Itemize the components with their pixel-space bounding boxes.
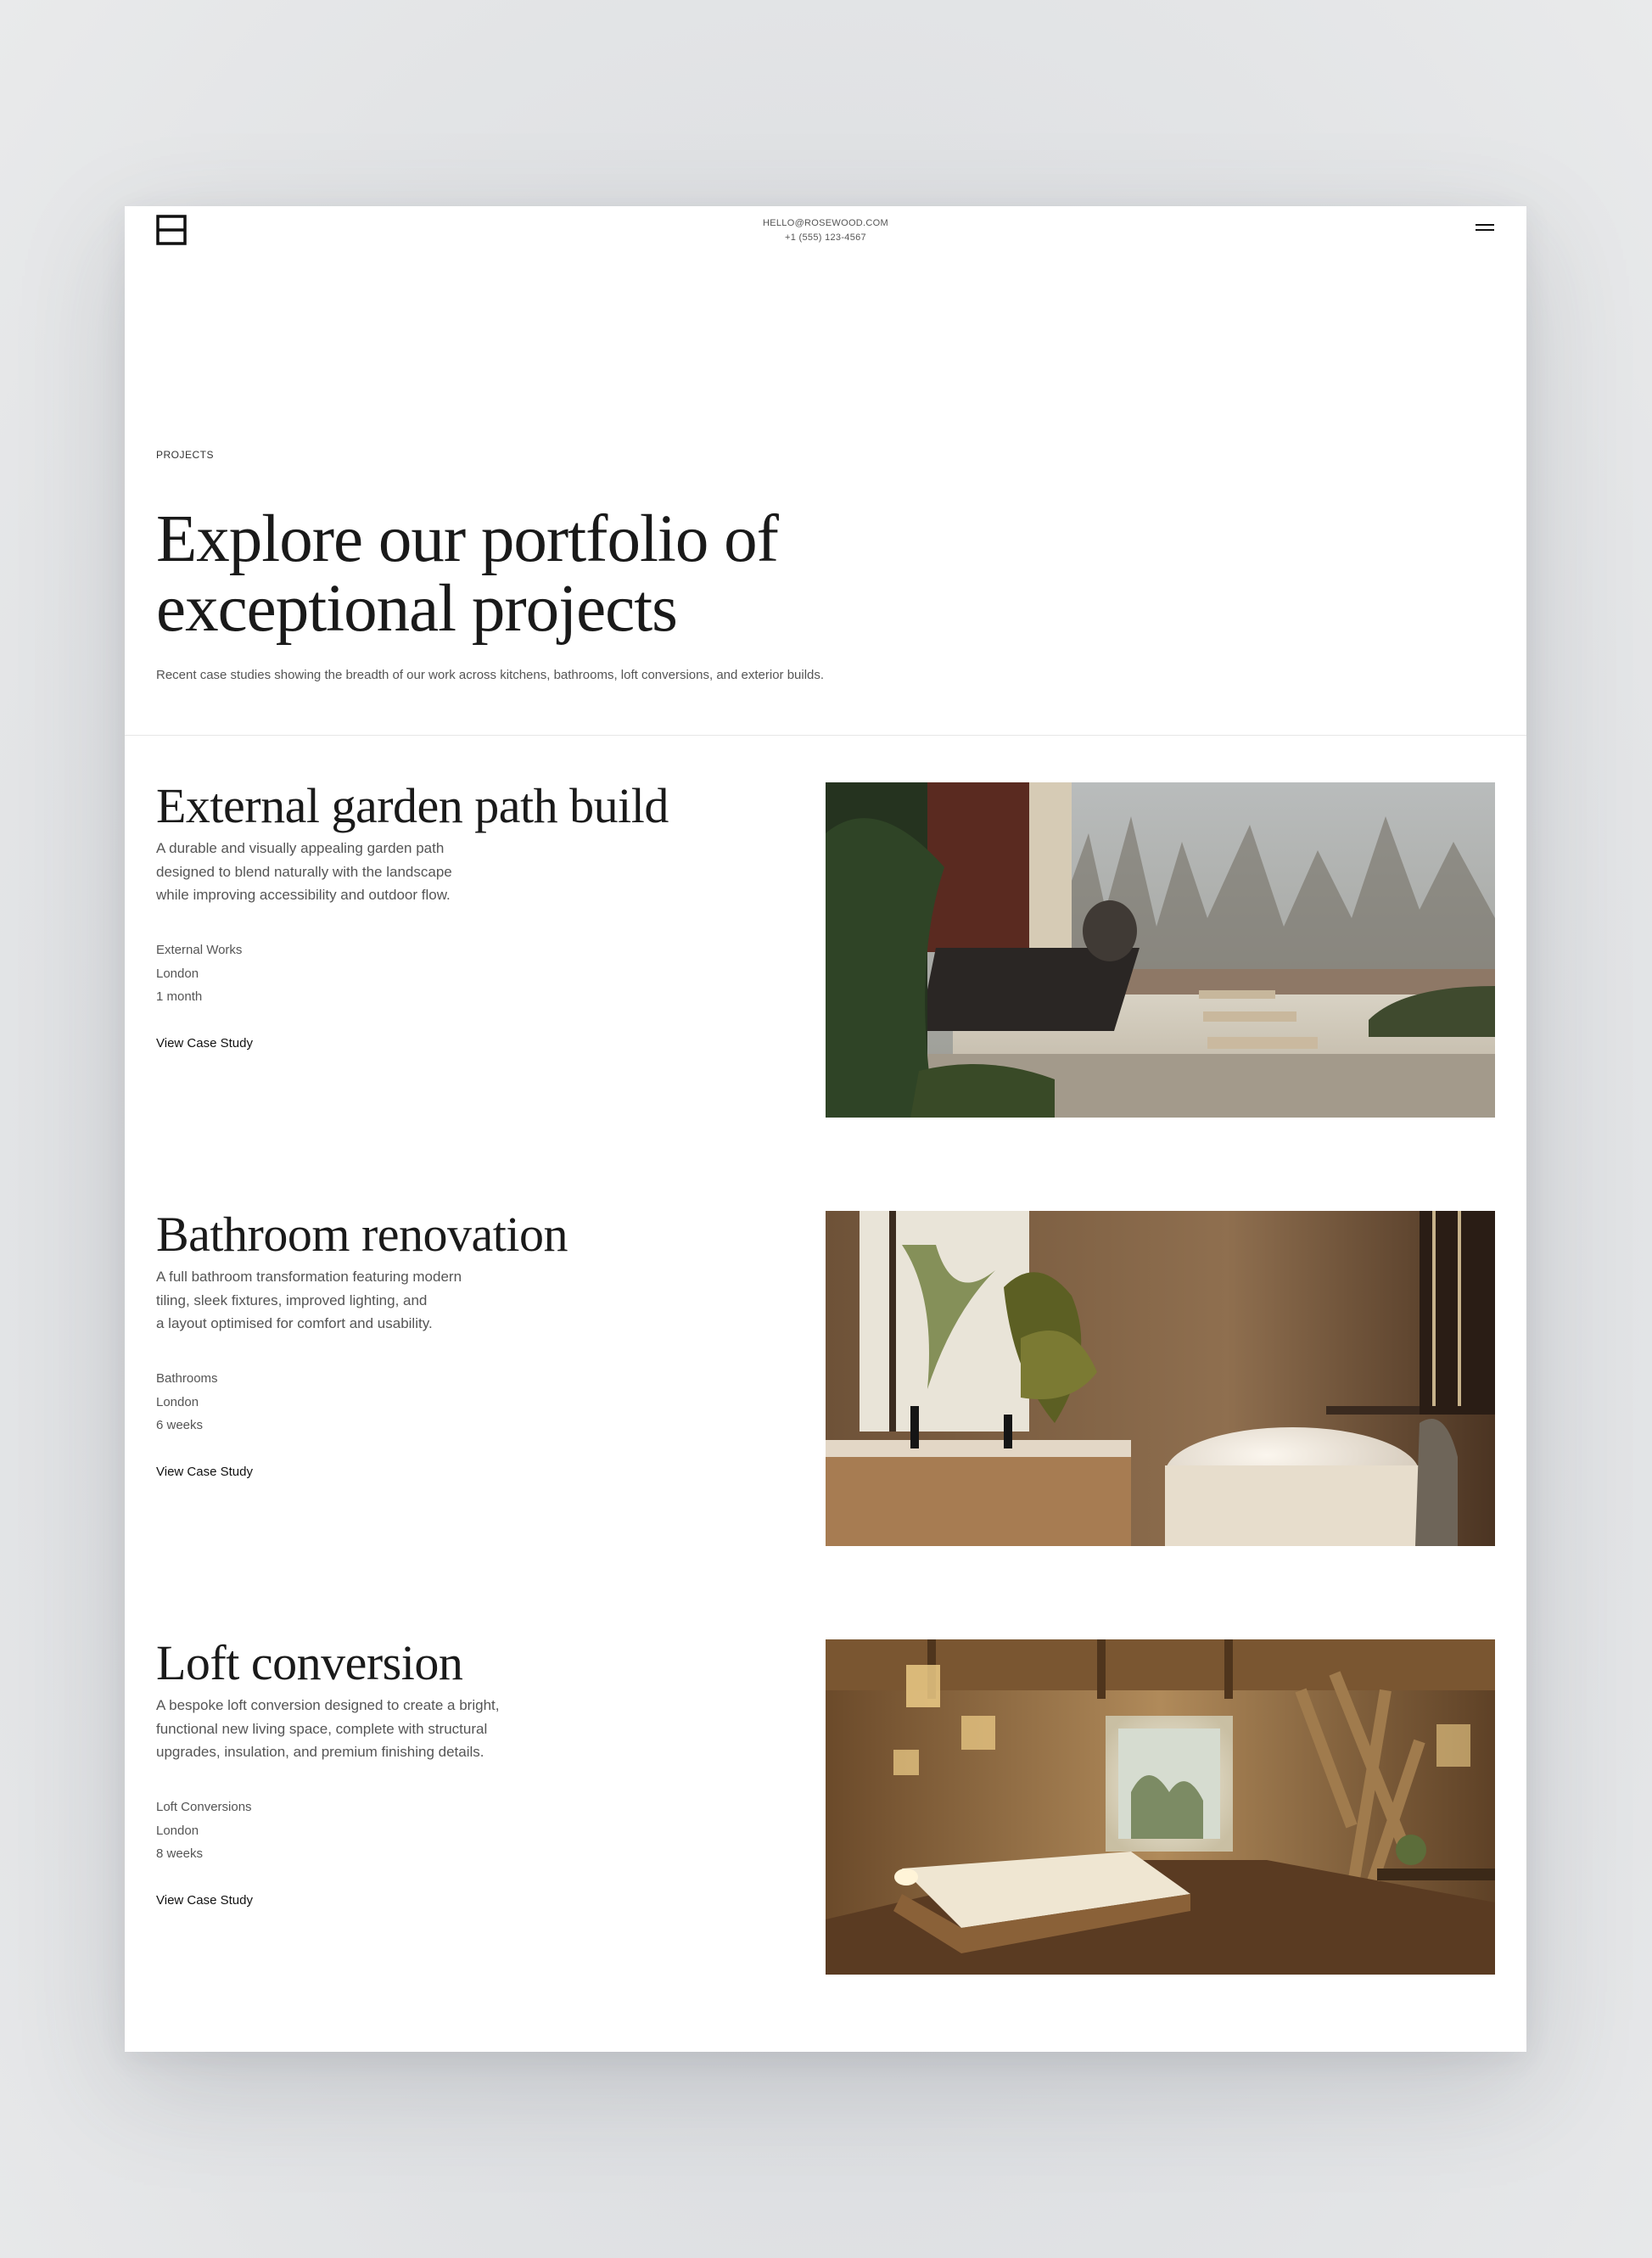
- project-card-garden: [125, 778, 1526, 1118]
- project-category: External Works: [156, 943, 243, 957]
- project-description: [156, 1265, 546, 1336]
- project-description: [156, 837, 546, 907]
- project-description-line: A bespoke loft conversion designed to create a bright,: [156, 1697, 500, 1713]
- hamburger-menu-icon[interactable]: [1476, 224, 1494, 234]
- project-meta: [156, 938, 242, 1009]
- project-location: London: [156, 1394, 199, 1409]
- project-title: Bathroom renovation: [156, 1207, 568, 1262]
- contact-phone[interactable]: +1 (555) 123-4567: [785, 233, 866, 243]
- project-meta: [156, 1796, 252, 1866]
- project-category: Loft Conversions: [156, 1800, 252, 1814]
- contact-email[interactable]: HELLO@ROSEWOOD.COM: [763, 218, 888, 228]
- page-card: [125, 206, 1526, 2052]
- section-divider: [125, 735, 1526, 736]
- project-card-loft: [125, 1635, 1526, 1975]
- project-duration: 1 month: [156, 989, 203, 1004]
- project-title: External garden path build: [156, 778, 669, 833]
- project-duration: 6 weeks: [156, 1418, 204, 1432]
- project-meta: [156, 1367, 218, 1437]
- project-card-bathroom: [125, 1207, 1526, 1547]
- page-title: [156, 502, 920, 646]
- project-title: Loft conversion: [156, 1635, 463, 1690]
- project-image-bathroom[interactable]: [826, 1211, 1495, 1546]
- project-location: London: [156, 966, 199, 981]
- project-duration: 8 weeks: [156, 1846, 204, 1861]
- page-title-line-2: exceptional projects: [156, 572, 677, 646]
- project-description-line: a layout optimised for comfort and usability.: [156, 1315, 433, 1331]
- page-title-line-1: Explore our portfolio of: [156, 502, 778, 576]
- project-description-line: A durable and visually appealing garden path: [156, 840, 445, 856]
- header-contact: [125, 216, 1526, 245]
- project-description-line: functional new living space, complete with structural: [156, 1720, 488, 1737]
- project-description-line: tiling, sleek fixtures, improved lighting, and: [156, 1291, 428, 1308]
- view-case-study-link[interactable]: View Case Study: [156, 1036, 253, 1051]
- page-subtitle: Recent case studies showing the breadth of our work across kitchens, bathrooms, loft conversions, and exterior builds.: [156, 668, 825, 682]
- section-eyebrow: PROJECTS: [156, 449, 215, 461]
- project-description-line: A full bathroom transformation featuring modern: [156, 1269, 462, 1285]
- project-image-loft[interactable]: [826, 1639, 1495, 1975]
- view-case-study-link[interactable]: View Case Study: [156, 1465, 253, 1479]
- project-description-line: while improving accessibility and outdoor flow.: [156, 887, 451, 903]
- project-description: [156, 1694, 546, 1764]
- project-description-line: designed to blend naturally with the landscape: [156, 863, 452, 880]
- project-image-garden[interactable]: [826, 782, 1495, 1118]
- project-category: Bathrooms: [156, 1371, 218, 1386]
- project-location: London: [156, 1823, 199, 1838]
- project-description-line: upgrades, insulation, and premium finishing details.: [156, 1744, 484, 1760]
- view-case-study-link[interactable]: View Case Study: [156, 1893, 253, 1908]
